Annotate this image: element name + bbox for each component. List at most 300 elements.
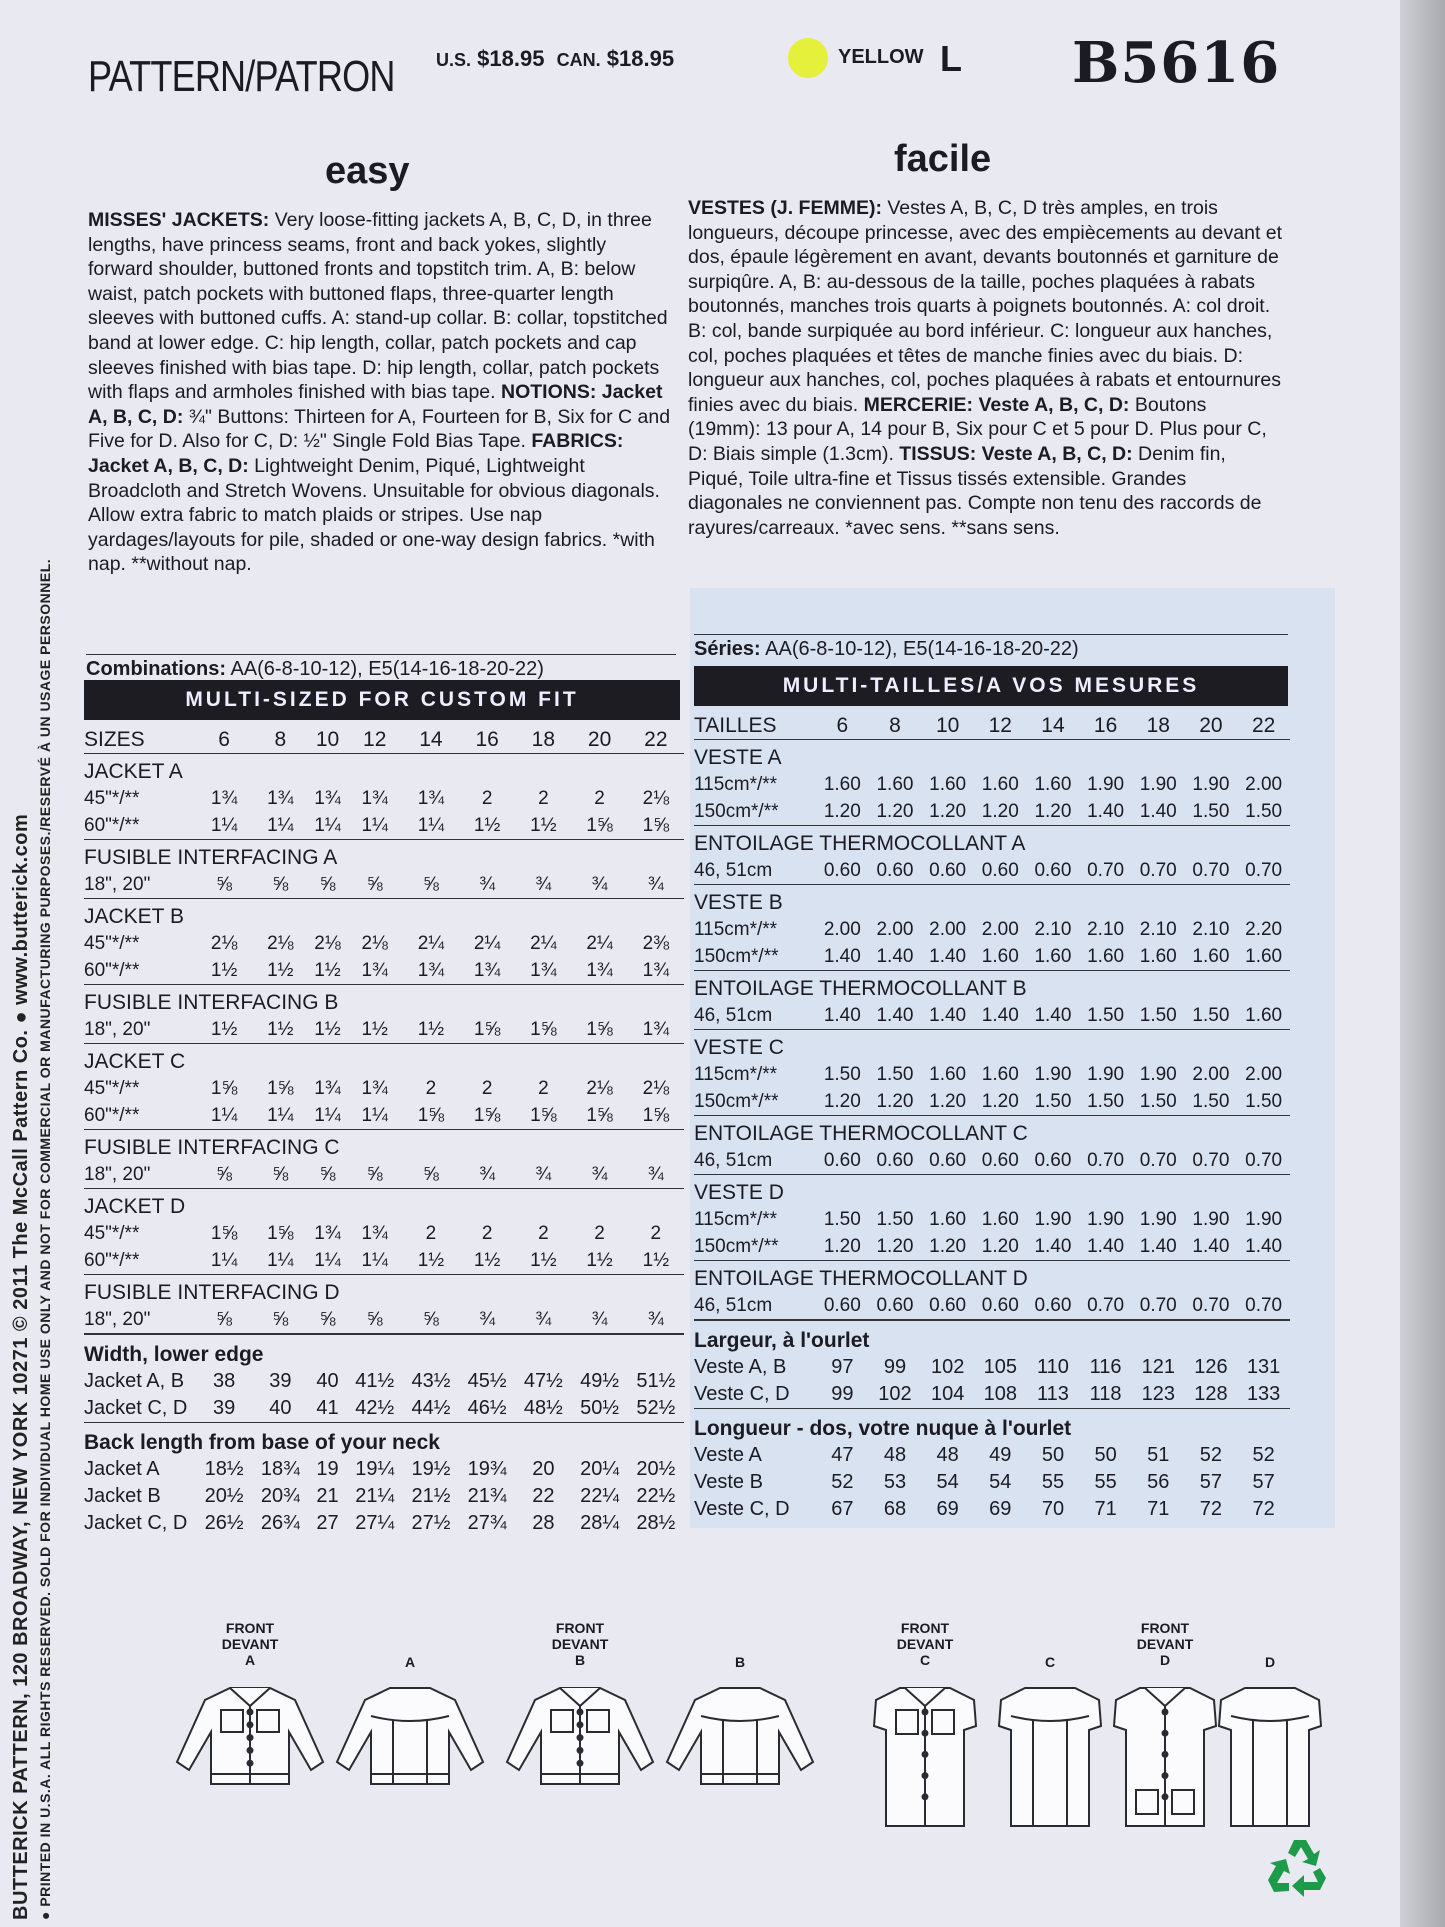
cell-value: 2⅛ xyxy=(642,1077,670,1099)
table-row xyxy=(84,1306,684,1334)
can-label: CAN. xyxy=(556,50,601,70)
table-row xyxy=(84,1102,684,1130)
front-view-b-icon xyxy=(505,1680,655,1790)
cell-value: 2.00 xyxy=(823,918,861,940)
envelope-fold-edge xyxy=(1400,0,1445,1927)
cell-value: 0.60 xyxy=(869,1147,922,1175)
devant-label: DEVANT xyxy=(896,1636,954,1652)
cell-value: 1½ xyxy=(196,1016,252,1044)
cell-value: 1.90 xyxy=(1087,1208,1125,1230)
cell-value: 19¼ xyxy=(355,1458,395,1480)
cell-value: 0.70 xyxy=(1132,1147,1185,1175)
section-title: ENTOILAGE THERMOCOLLANT B xyxy=(694,976,1027,1000)
row-label: 60"*/** xyxy=(84,1102,196,1130)
french-notions-text: Boutons (19mm): 13 pour A, 14 pour B, Six pour C et 5 pour D. Plus pour C, D: Biais simple (1.3cm). xyxy=(688,393,1267,465)
english-yardage-table xyxy=(84,726,684,1537)
cell-value: 123 xyxy=(1132,1381,1185,1409)
cell-value: 1¼ xyxy=(347,1247,403,1275)
cell-value: 1¾ xyxy=(347,957,403,985)
cell-value: 116 xyxy=(1089,1356,1122,1378)
row-label: Jacket B xyxy=(84,1485,161,1507)
cell-value: 0.70 xyxy=(1132,857,1185,885)
row-label: 46, 51cm xyxy=(694,1147,816,1175)
row-label: Jacket C, D xyxy=(84,1512,188,1534)
size-header: 16 xyxy=(1079,712,1132,740)
cell-value: 1½ xyxy=(252,957,308,985)
cell-value: 2 xyxy=(481,1077,493,1099)
cell-value: 1⅝ xyxy=(210,1077,238,1099)
cell-value: 1½ xyxy=(308,1016,346,1044)
table-row xyxy=(84,1075,684,1102)
cell-value: 0.60 xyxy=(921,1147,974,1175)
section-title: VESTE B xyxy=(694,890,783,914)
cell-value: ⅝ xyxy=(252,1161,308,1189)
table-row xyxy=(84,957,684,985)
cell-value: ⅝ xyxy=(308,1161,346,1189)
view-letter: C xyxy=(919,1652,931,1668)
cell-value: 27¼ xyxy=(355,1512,395,1534)
cell-value: 2 xyxy=(481,1222,493,1244)
cell-value: 1.20 xyxy=(1027,798,1080,826)
cell-value: 1¼ xyxy=(347,1102,403,1130)
view-letter: A xyxy=(404,1654,416,1670)
cell-value: 1.40 xyxy=(1079,1233,1132,1261)
row-label: 45"*/** xyxy=(84,1222,140,1244)
cell-value: 1⅝ xyxy=(571,812,627,840)
row-label: Veste A xyxy=(694,1444,762,1466)
size-header: 8 xyxy=(252,726,308,754)
cell-value: 1.40 xyxy=(1237,1233,1290,1261)
cell-value: 105 xyxy=(983,1356,1017,1378)
french-section-title xyxy=(694,1030,1290,1062)
row-label: 46, 51cm xyxy=(694,1292,816,1320)
size-header: 6 xyxy=(816,712,869,740)
row-label: Jacket C, D xyxy=(84,1395,196,1423)
cell-value: 1.90 xyxy=(1087,1063,1125,1085)
cell-value: 43½ xyxy=(411,1370,451,1392)
row-label: 115cm*/** xyxy=(694,773,778,795)
table-row xyxy=(694,1496,1290,1523)
row-label: 115cm*/** xyxy=(694,1208,778,1230)
view-letter: A xyxy=(244,1652,256,1668)
cell-value: 1.60 xyxy=(981,773,1019,795)
cell-value: 2¼ xyxy=(473,932,501,954)
cell-value: 50½ xyxy=(571,1395,627,1423)
cell-value: 52 xyxy=(1252,1444,1275,1466)
cell-value: 1¾ xyxy=(314,787,341,809)
cell-value: 1.60 xyxy=(929,1063,967,1085)
cell-value: 22½ xyxy=(636,1485,676,1507)
row-label: 150cm*/** xyxy=(694,798,816,826)
cell-value: 40 xyxy=(316,1370,339,1392)
cell-value: ⅝ xyxy=(252,1306,308,1334)
cell-value: 41½ xyxy=(355,1370,395,1392)
cell-value: 0.60 xyxy=(1027,1147,1080,1175)
size-header: 8 xyxy=(869,712,922,740)
section-title: FUSIBLE INTERFACING D xyxy=(84,1280,340,1304)
cell-value: 48½ xyxy=(515,1395,571,1423)
english-section-title xyxy=(84,840,684,872)
section-title: ENTOILAGE THERMOCOLLANT D xyxy=(694,1266,1028,1290)
row-label: 115cm*/** xyxy=(694,1063,778,1085)
cell-value: 26½ xyxy=(204,1512,244,1534)
cell-value: 72 xyxy=(1199,1498,1223,1520)
cell-value: ¾ xyxy=(459,871,515,899)
cell-value: 55 xyxy=(1094,1471,1117,1493)
sidebar-company: BUTTERICK PATTERN, 120 BROADWAY, NEW YORK 10271 © 2011 The McCall Pattern Co. ● www.butterick.com xyxy=(10,813,32,1920)
cell-value: 0.60 xyxy=(869,1292,922,1320)
section-title: ENTOILAGE THERMOCOLLANT C xyxy=(694,1121,1028,1145)
cell-value: 2 xyxy=(538,787,549,809)
cell-value: 53 xyxy=(883,1471,907,1493)
cell-value: 28¼ xyxy=(580,1512,620,1534)
size-header: 6 xyxy=(196,726,252,754)
cell-value: 121 xyxy=(1141,1356,1175,1378)
cell-value: 2.00 xyxy=(1192,1063,1230,1085)
table-row xyxy=(694,1292,1290,1320)
cell-value: 57 xyxy=(1252,1471,1275,1493)
cell-value: 2.00 xyxy=(876,918,914,940)
french-section-title xyxy=(694,826,1290,858)
english-section-title xyxy=(84,985,684,1017)
cell-value: 1¾ xyxy=(210,787,238,809)
section-title: FUSIBLE INTERFACING B xyxy=(84,990,339,1014)
cell-value: 1.90 xyxy=(1139,1063,1177,1085)
size-header: 12 xyxy=(347,726,403,754)
cell-value: 2 xyxy=(538,1222,549,1244)
table-row xyxy=(694,1206,1290,1233)
cell-value: 47½ xyxy=(523,1370,563,1392)
cell-value: 1½ xyxy=(628,1247,684,1275)
devant-label: DEVANT xyxy=(221,1636,279,1652)
cell-value: 72 xyxy=(1252,1498,1275,1520)
size-header: 22 xyxy=(1237,712,1290,740)
cell-value: 2.10 xyxy=(1087,918,1125,940)
row-label: 150cm*/** xyxy=(694,1233,816,1261)
cell-value: 0.70 xyxy=(1132,1292,1185,1320)
cell-value: 50 xyxy=(1041,1444,1065,1466)
cell-value: 1.40 xyxy=(921,943,974,971)
cell-value: 1.60 xyxy=(1132,943,1185,971)
cell-value: 1¾ xyxy=(628,1016,684,1044)
cell-value: 48 xyxy=(936,1444,959,1466)
cell-value: 1.50 xyxy=(876,1208,914,1230)
table-row xyxy=(84,1456,684,1483)
cell-value: 18¾ xyxy=(260,1458,300,1480)
cell-value: 1¾ xyxy=(459,957,515,985)
section-title: VESTE C xyxy=(694,1035,784,1059)
section-title: VESTE A xyxy=(694,745,782,769)
cell-value: 2.10 xyxy=(1034,918,1072,940)
cell-value: 20½ xyxy=(204,1485,244,1507)
cell-value: 1¾ xyxy=(515,957,571,985)
cell-value: 2 xyxy=(481,787,493,809)
english-section-title xyxy=(84,754,684,786)
french-heading: facile xyxy=(894,138,992,180)
cell-value: 1.50 xyxy=(1132,1002,1185,1030)
table-row xyxy=(694,943,1290,971)
cell-value: 0.60 xyxy=(869,857,922,885)
size-header: 14 xyxy=(403,726,459,754)
cell-value: 55 xyxy=(1041,1471,1065,1493)
cell-value: 27½ xyxy=(411,1512,451,1534)
cell-value: 1¾ xyxy=(314,1077,341,1099)
cell-value: 1½ xyxy=(515,1247,571,1275)
cell-value: 20¾ xyxy=(260,1485,300,1507)
cell-value: 0.60 xyxy=(921,857,974,885)
cell-value: 19¾ xyxy=(467,1458,507,1480)
cell-value: ⅝ xyxy=(347,1161,403,1189)
cell-value: ⅝ xyxy=(252,871,308,899)
row-label: 60"*/** xyxy=(84,957,196,985)
cell-value: 1.60 xyxy=(1237,1002,1290,1030)
size-header: 20 xyxy=(571,726,627,754)
section-title: JACKET A xyxy=(84,759,183,783)
table-row xyxy=(694,771,1290,798)
table-row xyxy=(84,871,684,899)
header-title: PATTERN/PATRON xyxy=(88,52,395,101)
cell-value: 2.10 xyxy=(1192,918,1230,940)
cell-value: ¾ xyxy=(515,1161,571,1189)
cell-value: 52 xyxy=(831,1471,854,1493)
cell-value: 1.90 xyxy=(1192,773,1230,795)
series-label: Séries: xyxy=(694,638,761,660)
row-label: 18", 20" xyxy=(84,1016,196,1044)
cell-value: ⅝ xyxy=(196,1306,252,1334)
section-title: JACKET B xyxy=(84,904,184,928)
english-section-title xyxy=(84,1189,684,1221)
table-row xyxy=(694,1354,1290,1381)
color-name: YELLOW xyxy=(838,46,924,68)
cell-value: 1.40 xyxy=(921,1002,974,1030)
french-length-title xyxy=(694,1409,1290,1443)
row-label: 115cm*/** xyxy=(694,918,778,940)
cell-value: 1½ xyxy=(403,1016,459,1044)
cell-value: 2⅛ xyxy=(314,932,341,954)
cell-value: 1½ xyxy=(515,812,571,840)
cell-value: 1½ xyxy=(196,957,252,985)
cell-value: 1.40 xyxy=(869,1002,922,1030)
cell-value: 1.60 xyxy=(981,1208,1019,1230)
cell-value: 27¾ xyxy=(467,1512,507,1534)
table-row xyxy=(694,916,1290,943)
cell-value: 21½ xyxy=(411,1485,451,1507)
cell-value: 1.40 xyxy=(1027,1002,1080,1030)
cell-value: ⅝ xyxy=(308,1306,346,1334)
cell-value: ¾ xyxy=(571,1306,627,1334)
cell-value: ⅝ xyxy=(347,871,403,899)
series-value: AA(6-8-10-12), E5(14-16-18-20-22) xyxy=(765,638,1079,660)
table-row xyxy=(694,857,1290,885)
table-row xyxy=(84,785,684,812)
row-label: 45"*/** xyxy=(84,1077,140,1099)
cell-value: 2.00 xyxy=(1245,1063,1283,1085)
cell-value: 1.50 xyxy=(823,1208,861,1230)
cell-value: ¾ xyxy=(459,1306,515,1334)
cell-value: 1.50 xyxy=(1132,1088,1185,1116)
cell-value: 2¼ xyxy=(586,932,613,954)
cell-value: 67 xyxy=(831,1498,854,1520)
cell-value: 1.90 xyxy=(1087,773,1125,795)
cell-value: 54 xyxy=(989,1471,1012,1493)
french-section-title xyxy=(694,885,1290,917)
cell-value: 1¾ xyxy=(361,1222,388,1244)
french-section-title xyxy=(694,740,1290,772)
cell-value: 99 xyxy=(883,1356,907,1378)
row-label: 46, 51cm xyxy=(694,857,816,885)
cell-value: 2 xyxy=(538,1077,549,1099)
cell-value: 2¼ xyxy=(530,932,557,954)
cell-value: 102 xyxy=(869,1381,922,1409)
size-letter: L xyxy=(940,38,962,79)
cell-value: 0.70 xyxy=(1079,857,1132,885)
size-header: 10 xyxy=(308,726,346,754)
cell-value: 1⅝ xyxy=(459,1102,515,1130)
english-section-title xyxy=(84,1275,684,1307)
cell-value: 1.60 xyxy=(876,773,914,795)
cell-value: 1½ xyxy=(571,1247,627,1275)
cell-value: 1.60 xyxy=(1034,773,1072,795)
cell-value: 1¼ xyxy=(252,1247,308,1275)
cell-value: 51½ xyxy=(636,1370,676,1392)
cell-value: 1.50 xyxy=(1185,1088,1238,1116)
cell-value: 1¾ xyxy=(403,957,459,985)
cell-value: 57 xyxy=(1199,1471,1223,1493)
cell-value: 1.40 xyxy=(1027,1233,1080,1261)
table-row xyxy=(84,1395,684,1423)
cell-value: 1¼ xyxy=(308,1247,346,1275)
front-label: FRONT xyxy=(555,1620,605,1636)
table-row xyxy=(84,1161,684,1189)
cell-value: 0.70 xyxy=(1185,857,1238,885)
english-band: MULTI-SIZED FOR CUSTOM FIT xyxy=(84,680,680,720)
cell-value: 1.50 xyxy=(876,1063,914,1085)
cell-value: 118 xyxy=(1079,1381,1132,1409)
length-title: Longueur - dos, votre nuque à l'ourlet xyxy=(694,1416,1072,1440)
cell-value: 1½ xyxy=(459,812,515,840)
cell-value: 1.50 xyxy=(823,1063,861,1085)
cell-value: 1⅝ xyxy=(210,1222,238,1244)
english-combinations xyxy=(86,654,676,681)
sidebar-legal-text xyxy=(10,559,53,1920)
english-notions-text: ¾" Buttons: Thirteen for A, Fourteen for B, Six for C and Five for D. Also for C, D: ½" Single Fold Bias Tape. xyxy=(88,405,671,453)
us-label: U.S. xyxy=(436,50,472,70)
section-title: FUSIBLE INTERFACING A xyxy=(84,845,338,869)
cell-value: 2¼ xyxy=(417,932,445,954)
cell-value: 52 xyxy=(1199,1444,1223,1466)
cell-value: 0.60 xyxy=(974,1147,1027,1175)
cell-value: 1.60 xyxy=(929,773,967,795)
cell-value: 2.10 xyxy=(1139,918,1177,940)
recycle-icon xyxy=(1264,1834,1336,1906)
front-label: FRONT xyxy=(900,1620,950,1636)
cell-value: 0.60 xyxy=(974,857,1027,885)
cell-value: 1⅝ xyxy=(267,1222,294,1244)
cell-value: 0.70 xyxy=(1237,857,1290,885)
section-title: ENTOILAGE THERMOCOLLANT A xyxy=(694,831,1026,855)
size-header: 18 xyxy=(1132,712,1185,740)
cell-value: 1.90 xyxy=(1245,1208,1283,1230)
cell-value: 40 xyxy=(252,1395,308,1423)
cell-value: 44½ xyxy=(403,1395,459,1423)
view-letter: B xyxy=(734,1654,746,1670)
cell-value: 1⅝ xyxy=(571,1102,627,1130)
color-dot-icon xyxy=(788,38,828,78)
view-letter: B xyxy=(574,1652,586,1668)
cell-value: 1.50 xyxy=(1079,1088,1132,1116)
cell-value: 1¼ xyxy=(347,812,403,840)
cell-value: 2.00 xyxy=(1245,773,1283,795)
back-view-b-icon xyxy=(665,1680,815,1790)
french-combinations xyxy=(694,634,1288,661)
cell-value: 68 xyxy=(883,1498,907,1520)
cell-value: 2.00 xyxy=(981,918,1019,940)
french-fabrics-text: Denim fin, Piqué, Toile ultra-fine et Tissus tissés extensible. Grandes diagonales ne conviennent pas. Compte non tenu des raccords de rayures/carreaux. *avec sens. **sans sens. xyxy=(688,442,1262,539)
section-title: JACKET C xyxy=(84,1049,186,1073)
cell-value: 1¾ xyxy=(417,787,445,809)
size-header: 20 xyxy=(1185,712,1238,740)
cell-value: 1.90 xyxy=(1139,1208,1177,1230)
table-row xyxy=(694,1061,1290,1088)
cell-value: 1⅝ xyxy=(628,812,684,840)
cell-value: 46½ xyxy=(459,1395,515,1423)
cell-value: 21 xyxy=(316,1485,339,1507)
cell-value: 1.20 xyxy=(869,1088,922,1116)
english-notions-label: NOTIONS: Jacket A, B, C, D: xyxy=(88,381,663,428)
cell-value: 2⅜ xyxy=(642,932,670,954)
cell-value: ⅝ xyxy=(347,1306,403,1334)
cell-value: 0.70 xyxy=(1185,1292,1238,1320)
section-title: FUSIBLE INTERFACING C xyxy=(84,1135,340,1159)
cell-value: ⅝ xyxy=(403,1161,459,1189)
cell-value: 49 xyxy=(989,1444,1012,1466)
english-sizes-row xyxy=(84,726,684,754)
cell-value: 1¾ xyxy=(628,957,684,985)
french-desc-label: VESTES (J. FEMME): xyxy=(688,197,882,219)
cell-value: ¾ xyxy=(628,871,684,899)
cell-value: ⅝ xyxy=(403,871,459,899)
cell-value: ¾ xyxy=(459,1161,515,1189)
cell-value: 1.20 xyxy=(869,798,922,826)
cell-value: 1.20 xyxy=(921,798,974,826)
french-description xyxy=(688,196,1284,540)
cell-value: 50 xyxy=(1094,1444,1117,1466)
cell-value: 1⅝ xyxy=(571,1016,627,1044)
cell-value: 99 xyxy=(816,1381,869,1409)
cell-value: 54 xyxy=(936,1471,959,1493)
table-row xyxy=(694,1088,1290,1116)
cell-value: 1¼ xyxy=(308,812,346,840)
english-fabrics-label: FABRICS: Jacket A, B, C, D: xyxy=(88,430,624,477)
cell-value: 1.40 xyxy=(1132,1233,1185,1261)
cell-value: 1.20 xyxy=(974,1233,1027,1261)
combinations-value: AA(6-8-10-12), E5(14-16-18-20-22) xyxy=(230,658,544,680)
cell-value: 0.70 xyxy=(1237,1292,1290,1320)
cell-value: 52½ xyxy=(628,1395,684,1423)
french-yardage-table xyxy=(694,712,1304,1523)
cell-value: 1.90 xyxy=(1139,773,1177,795)
size-header: 22 xyxy=(628,726,684,754)
cell-value: 1¾ xyxy=(314,1222,341,1244)
cell-value: 1.20 xyxy=(869,1233,922,1261)
cell-value: 20½ xyxy=(636,1458,676,1480)
cell-value: ⅝ xyxy=(196,1161,252,1189)
cell-value: 42½ xyxy=(347,1395,403,1423)
size-header: 10 xyxy=(921,712,974,740)
english-description xyxy=(88,208,674,577)
cell-value: 21¾ xyxy=(467,1485,507,1507)
cell-value: 1.60 xyxy=(1237,943,1290,971)
